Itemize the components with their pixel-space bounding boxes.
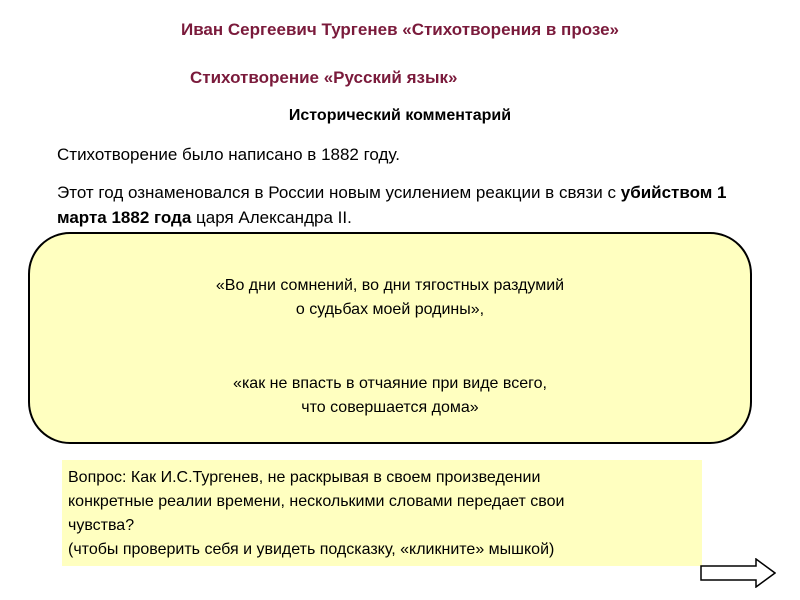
- question-line2: конкретные реалии времени, несколькими словами передает свои: [68, 493, 565, 510]
- paragraph-bold-text: убийством 1 марта 1882 года: [57, 183, 727, 227]
- slide-subtitle: Стихотворение «Русский язык»: [190, 68, 458, 87]
- right-arrow-icon[interactable]: [700, 558, 776, 588]
- quote-first: [30, 274, 750, 322]
- paragraph-text-start: Этот год ознаменовался в России новым усилением реакции в связи с: [57, 183, 621, 202]
- quote-first-line2: о судьбах моей родины»,: [295, 301, 485, 318]
- quote-second-line1: «как не впасть в отчаяние при виде всего,: [233, 375, 547, 392]
- question-line3: чувства?: [68, 517, 135, 534]
- quote-box: [28, 232, 752, 444]
- paragraph-text-end: царя Александра II.: [191, 208, 352, 227]
- question-line4: (чтобы проверить себя и увидеть подсказку, «кликните» мышкой): [68, 541, 555, 558]
- section-heading: Исторический комментарий: [288, 107, 512, 124]
- question-line1: Вопрос: Как И.С.Тургенев, не раскрывая в своем произведении: [68, 469, 541, 486]
- question-box[interactable]: [62, 460, 702, 566]
- quote-second-line2: что совершается дома»: [301, 399, 479, 416]
- paragraph-historical-context: [57, 180, 757, 230]
- quote-second: [30, 372, 750, 420]
- paragraph-written-year: Стихотворение было написано в 1882 году.: [57, 145, 400, 164]
- slide-title: Иван Сергеевич Тургенев «Стихотворения в прозе»: [180, 20, 620, 39]
- quote-first-line1: «Во дни сомнений, во дни тягостных раздумий: [215, 277, 565, 294]
